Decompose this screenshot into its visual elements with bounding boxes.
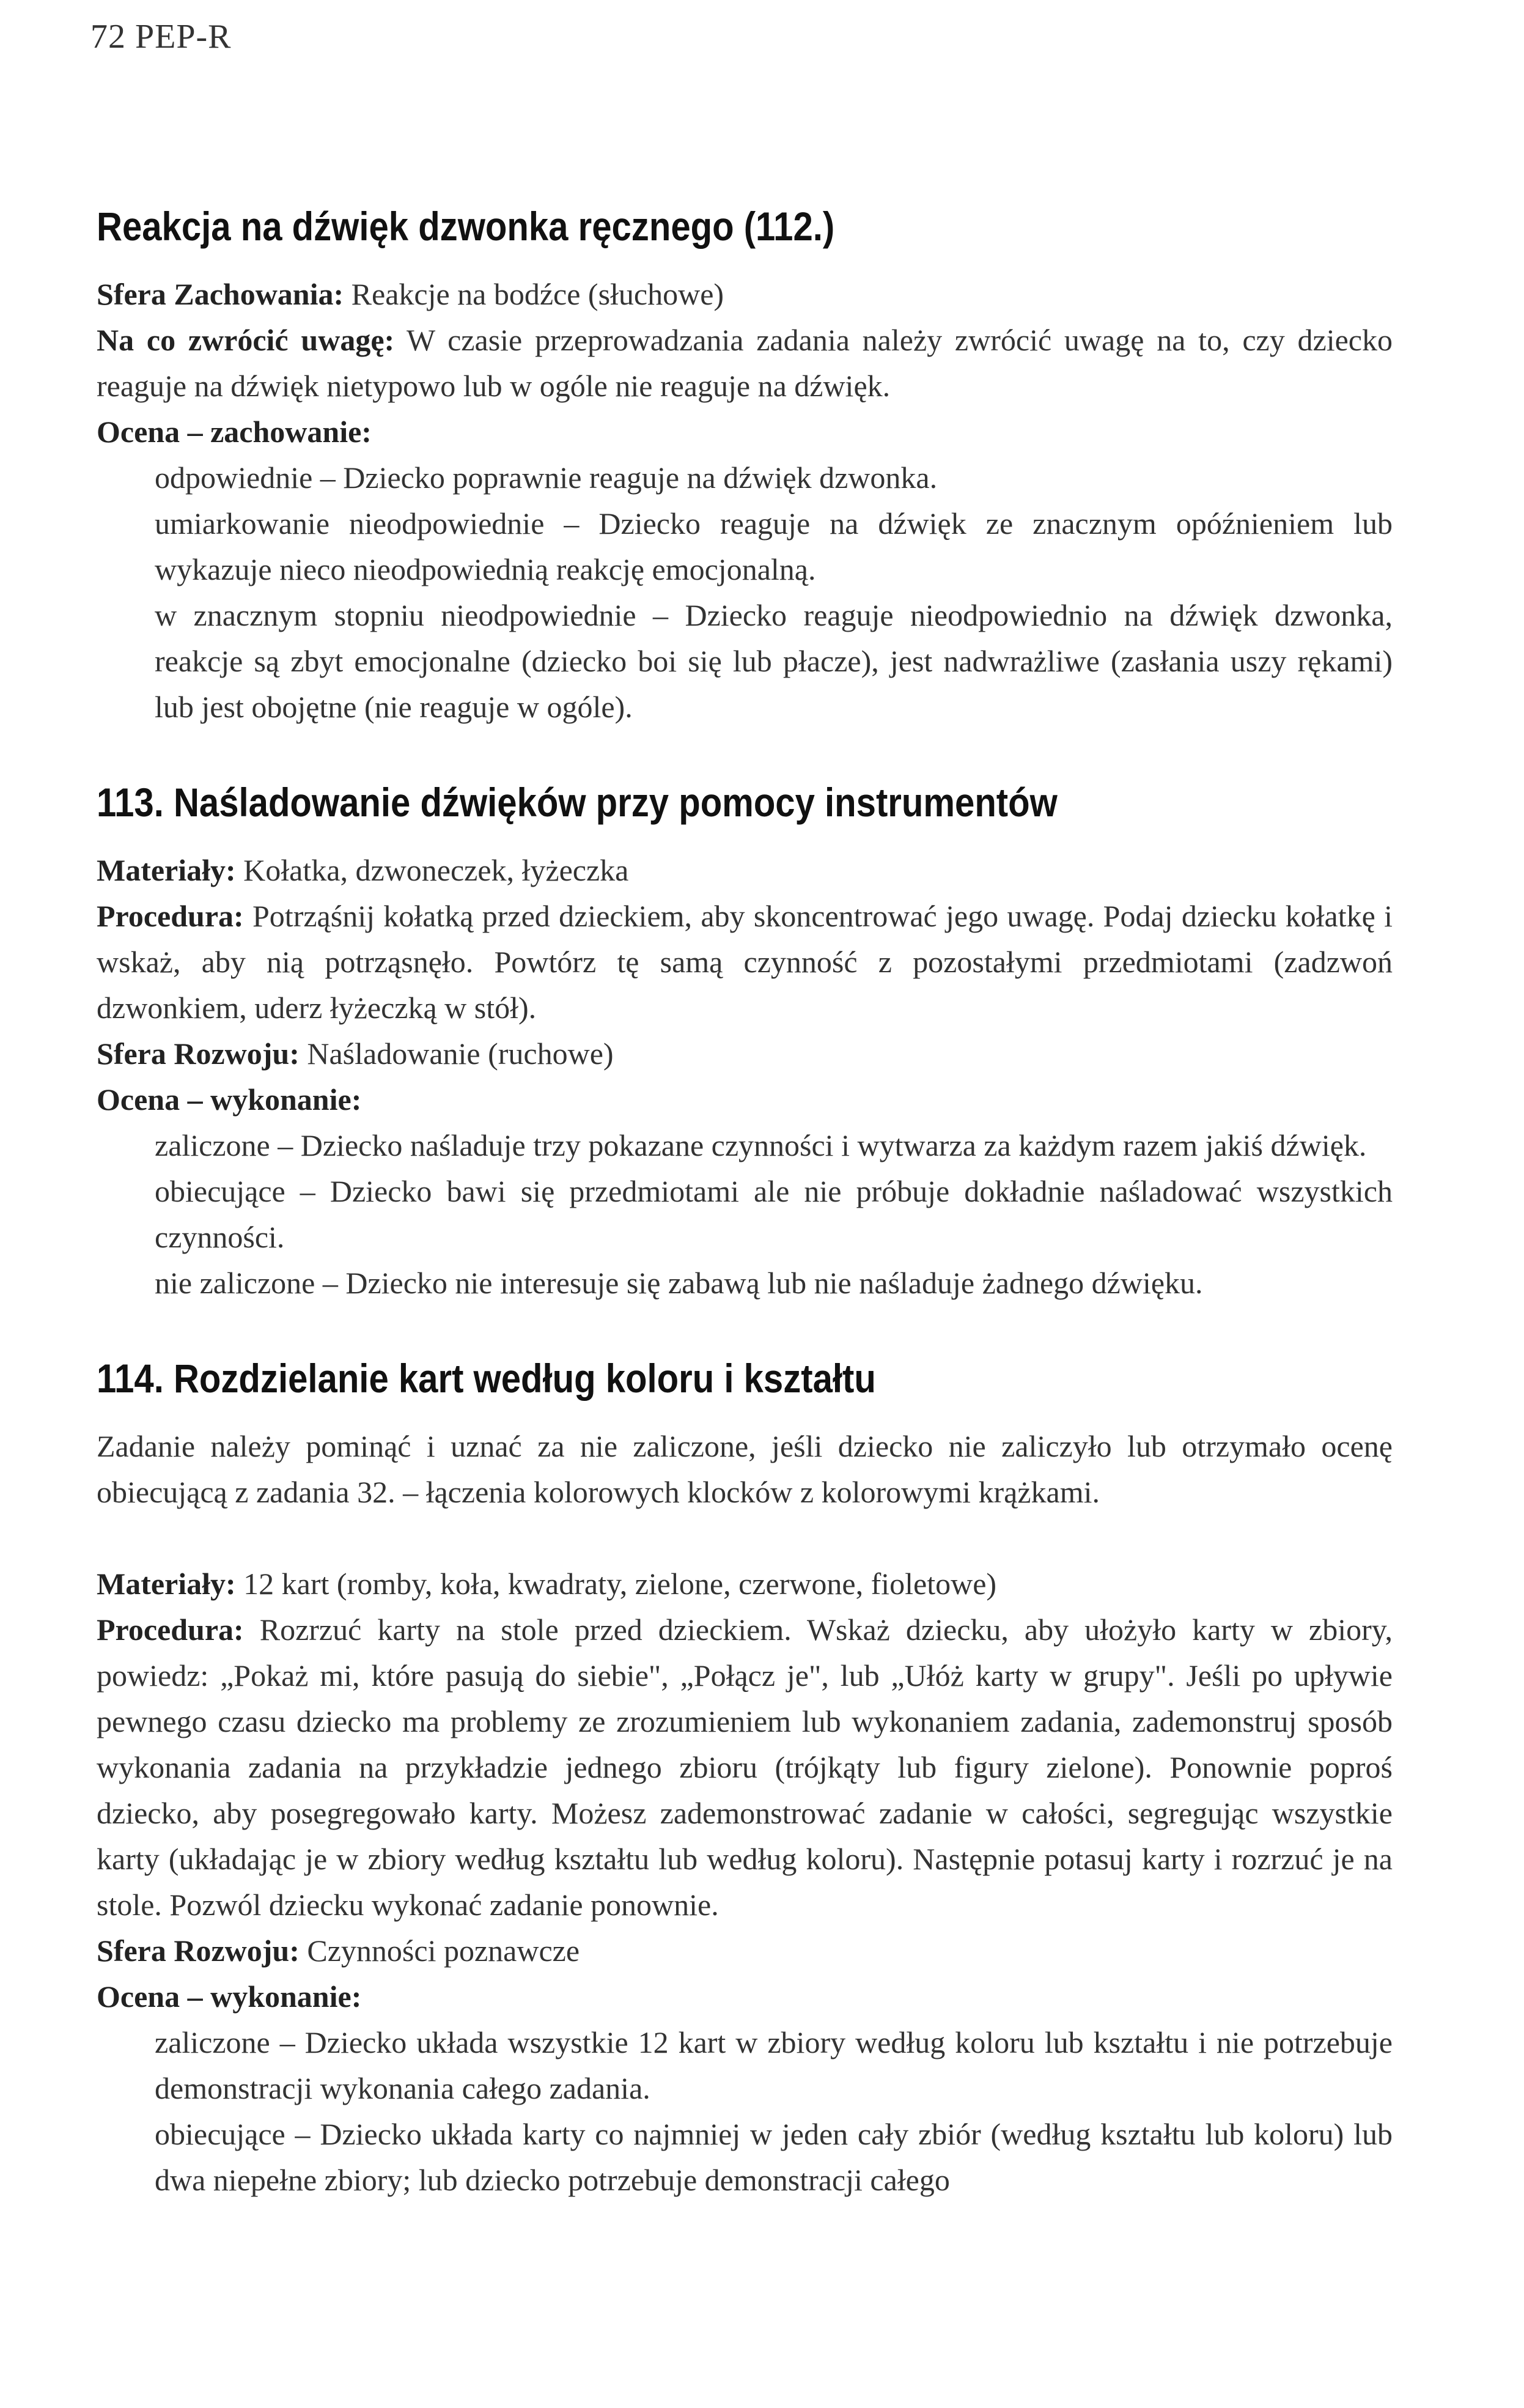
running-title: PEP-R bbox=[135, 18, 232, 56]
section-114-intro: Zadanie należy pominąć i uznać za nie zaliczone, jeśli dziecko nie zaliczyło lub otrzymało ocenę obiecującą z zadania 32. – łączenia kolorowych klocków z kolorowymi krążkami. bbox=[97, 1429, 1393, 1509]
section-113-procedura bbox=[97, 893, 1393, 1031]
section-114-title: 114. Rozdzielanie kart według koloru i kształtu bbox=[97, 1356, 876, 1401]
section-113-sfera bbox=[97, 1031, 1393, 1077]
page-number: 72 bbox=[90, 18, 126, 56]
section-114 bbox=[97, 1354, 1393, 2203]
section-113-title: 113. Naśladowanie dźwięków przy pomocy instrumentów bbox=[97, 780, 1058, 825]
procedura-value: Potrząśnij kołatką przed dzieckiem, aby skoncentrować jego uwagę. Podaj dziecku kołatkę i wskaż, aby nią potrząsnęło. Powtórz tę samą czynność z pozostałymi przedmiotami (zadzwoń dzwonkiem, uderz łyżeczką w stół). bbox=[97, 899, 1393, 1025]
procedura-value: Rozrzuć karty na stole przed dzieckiem. Wskaż dziecku, aby ułożyło karty w zbiory, powiedz: „Pokaż mi, które pasują do siebie", „Połącz je", lub „Ułóż karty w grupy". Jeśli po upływie pewnego czasu dziecko ma problemy ze zrozumieniem lub wykonaniem zadania, zademonstruj sposób wykonania zadania na przykładzie jednego zbioru (trójkąty lub figury zielone). Ponownie poproś dziecko, aby posegregowało karty. Możesz zademonstrować zadanie w całości, segregując wszystkie karty (układając je w zbiory według kształtu lub według koloru). Następnie potasuj karty i rozrzuć je na stole. Pozwól dziecku wykonać zadanie ponownie. bbox=[97, 1612, 1393, 1922]
section-112-ocena-label: Ocena – zachowanie: bbox=[97, 415, 372, 449]
section-113 bbox=[97, 778, 1393, 1306]
section-113-ocena-item: nie zaliczone – Dziecko nie interesuje się zabawą lub nie naśladuje żadnego dźwięku. bbox=[155, 1266, 1203, 1300]
section-114-procedura bbox=[97, 1607, 1393, 1928]
section-114-ocena-item: zaliczone – Dziecko układa wszystkie 12 kart w zbiory według koloru lub kształtu i nie potrzebuje demonstracji wykonania całego zadania. bbox=[155, 2025, 1393, 2105]
sfera-label: Sfera Rozwoju: bbox=[97, 1933, 300, 1968]
section-114-materialy bbox=[97, 1561, 1393, 1607]
section-112-ocena-item: w znacznym stopniu nieodpowiednie – Dziecko reaguje nieodpowiednio na dźwięk dzwonka, reakcje są zbyt emocjonalne (dziecko boi się lub płacze), jest nadwrażliwe (zasłania uszy rękami) lub jest obojętne (nie reaguje w ogóle). bbox=[155, 598, 1393, 724]
sfera-label: Sfera Rozwoju: bbox=[97, 1036, 300, 1071]
section-112-ocena-item: odpowiednie – Dziecko poprawnie reaguje na dźwięk dzwonka. bbox=[155, 460, 938, 495]
sfera-value: Naśladowanie (ruchowe) bbox=[307, 1036, 614, 1071]
section-113-ocena-item: obiecujące – Dziecko bawi się przedmiotami ale nie próbuje dokładnie naśladować wszystkich czynności. bbox=[155, 1174, 1393, 1254]
section-113-materialy bbox=[97, 848, 1393, 893]
sfera-value: Reakcje na bodźce (słuchowe) bbox=[351, 277, 724, 311]
materialy-value: Kołatka, dzwoneczek, łyżeczka bbox=[243, 853, 629, 887]
page-content bbox=[97, 202, 1393, 2203]
sfera-label: Sfera Zachowania: bbox=[97, 277, 344, 311]
section-114-ocena-label: Ocena – wykonanie: bbox=[97, 1979, 362, 2014]
section-112-title: Reakcja na dźwięk dzwonka ręcznego (112.) bbox=[97, 204, 835, 249]
procedura-label: Procedura: bbox=[97, 1612, 244, 1647]
section-114-sfera bbox=[97, 1928, 1393, 1974]
section-112-ocena-item: umiarkowanie nieodpowiednie – Dziecko reaguje na dźwięk ze znacznym opóźnieniem lub wykazuje nieco nieodpowiednią reakcję emocjonalną. bbox=[155, 506, 1393, 586]
materialy-value: 12 kart (romby, koła, kwadraty, zielone, czerwone, fioletowe) bbox=[243, 1567, 997, 1601]
section-113-ocena-label: Ocena – wykonanie: bbox=[97, 1082, 362, 1117]
section-112-uwaga bbox=[97, 317, 1393, 409]
section-113-ocena-item: zaliczone – Dziecko naśladuje trzy pokazane czynności i wytwarza za każdym razem jakiś dźwięk. bbox=[155, 1128, 1367, 1162]
page-header bbox=[90, 17, 232, 56]
section-112-sfera bbox=[97, 271, 1393, 317]
section-114-ocena-item: obiecujące – Dziecko układa karty co najmniej w jeden cały zbiór (według kształtu lub koloru) lub dwa niepełne zbiory; lub dziecko potrzebuje demonstracji całego bbox=[155, 2117, 1393, 2197]
materialy-label: Materiały: bbox=[97, 1567, 236, 1601]
paragraph-gap bbox=[97, 1515, 1393, 1561]
uwaga-label: Na co zwrócić uwagę: bbox=[97, 323, 395, 357]
uwaga-value: W czasie przeprowadzania zadania należy zwrócić uwagę na to, czy dziecko reaguje na dźwięk nietypowo lub w ogóle nie reaguje na dźwięk. bbox=[97, 323, 1393, 403]
materialy-label: Materiały: bbox=[97, 853, 236, 887]
section-112 bbox=[97, 202, 1393, 730]
procedura-label: Procedura: bbox=[97, 899, 244, 933]
sfera-value: Czynności poznawcze bbox=[307, 1933, 580, 1968]
